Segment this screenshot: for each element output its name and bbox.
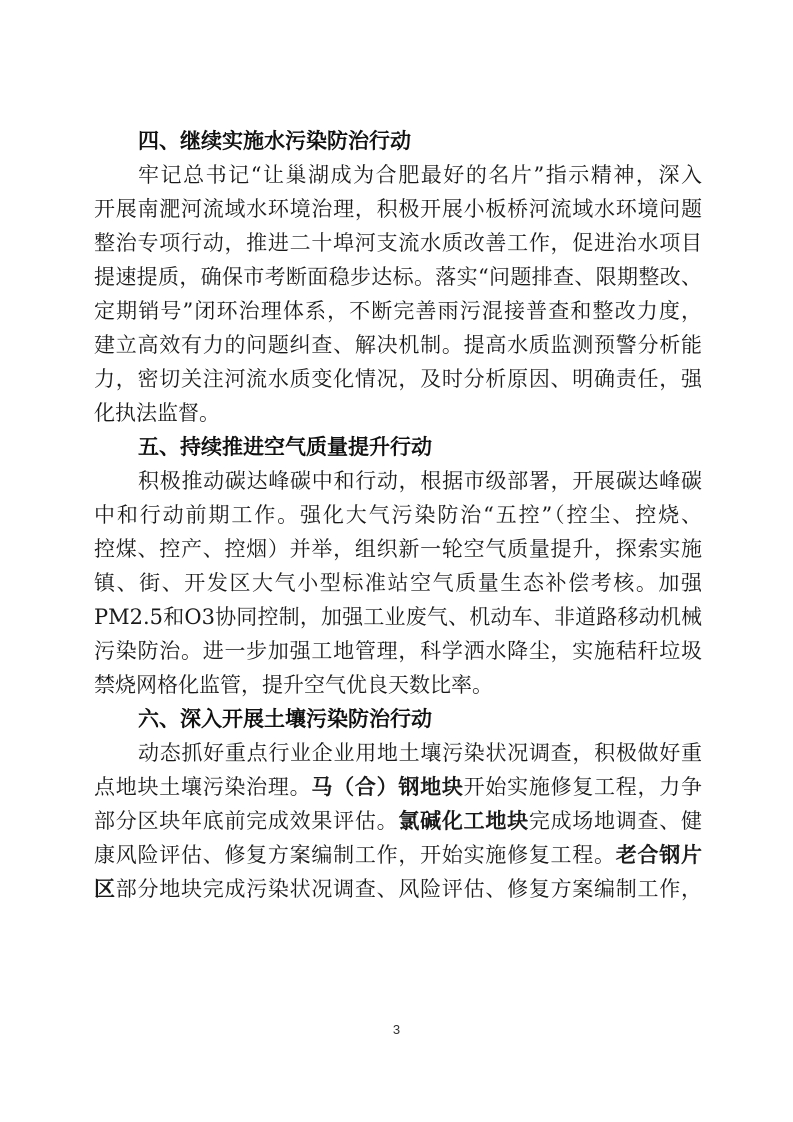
bold-term: 氯碱化工地块 [398, 809, 529, 833]
bold-term: 马（合）钢地块 [311, 775, 464, 799]
paragraph-line: 中和行动前期工作。强化大气污染防治“五控”（控尘、控烧、 [94, 503, 702, 527]
text-run: 部分地块完成污染状况调查、风险评估、修复方案编制工作， [115, 877, 702, 901]
text-run: 点地块土壤污染治理。 [94, 775, 312, 799]
paragraph-line [94, 872, 702, 906]
paragraph-line: 定期销号”闭环治理体系，不断完善雨污混接普查和整改力度， [94, 299, 702, 323]
paragraph-line: 力，密切关注河流水质变化情况，及时分析原因、明确责任，强 [94, 367, 702, 391]
text-run: 开始实施修复工程，力争 [463, 775, 702, 799]
paragraph-line: 牢记总书记“让巢湖成为合肥最好的名片”指示精神，深入 [138, 163, 702, 187]
paragraph-line [94, 804, 702, 838]
paragraph-line: 建立高效有力的问题纠查、解决机制。提高水质监测预警分析能 [94, 333, 702, 357]
paragraph-line: PM2.5和O3协同控制，加强工业废气、机动车、非道路移动机械 [94, 605, 702, 629]
paragraph-line: 整治专项行动，推进二十埠河支流水质改善工作，促进治水项目 [94, 231, 702, 255]
section-heading-water: 四、继续实施水污染防治行动 [138, 129, 411, 153]
section-heading-soil: 六、深入开展土壤污染防治行动 [138, 707, 432, 731]
paragraph-line: 开展南淝河流域水环境治理，积极开展小板桥河流域水环境问题 [94, 197, 702, 221]
paragraph-line: 污染防治。进一步加强工地管理，科学洒水降尘，实施秸秆垃圾 [94, 639, 702, 663]
bold-term: 区 [94, 877, 116, 901]
bold-term: 老合钢片 [615, 843, 702, 867]
page-number: 3 [392, 1022, 401, 1037]
paragraph-line: 积极推动碳达峰碳中和行动，根据市级部署，开展碳达峰碳 [138, 469, 702, 493]
paragraph-line: 动态抓好重点行业企业用地土壤污染状况调查，积极做好重 [138, 741, 702, 765]
text-run: 康风险评估、修复方案编制工作，开始实施修复工程。 [94, 843, 616, 867]
paragraph-line: 化执法监督。 [94, 401, 220, 425]
paragraph-line: 控煤、控产、控烟）并举，组织新一轮空气质量提升，探索实施 [94, 537, 702, 561]
paragraph-line: 禁烧网格化监管，提升空气优良天数比率。 [94, 673, 493, 697]
paragraph-line [94, 770, 702, 804]
text-run: 部分区块年底前完成效果评估。 [94, 809, 399, 833]
text-run: 完成场地调查、健 [528, 809, 702, 833]
page-body [94, 124, 702, 906]
paragraph-line: 镇、街、开发区大气小型标准站空气质量生态补偿考核。加强 [94, 571, 702, 595]
paragraph-line [94, 838, 702, 872]
section-heading-air: 五、持续推进空气质量提升行动 [138, 435, 432, 459]
paragraph-line: 提速提质，确保市考断面稳步达标。落实“问题排查、限期整改、 [94, 265, 702, 289]
